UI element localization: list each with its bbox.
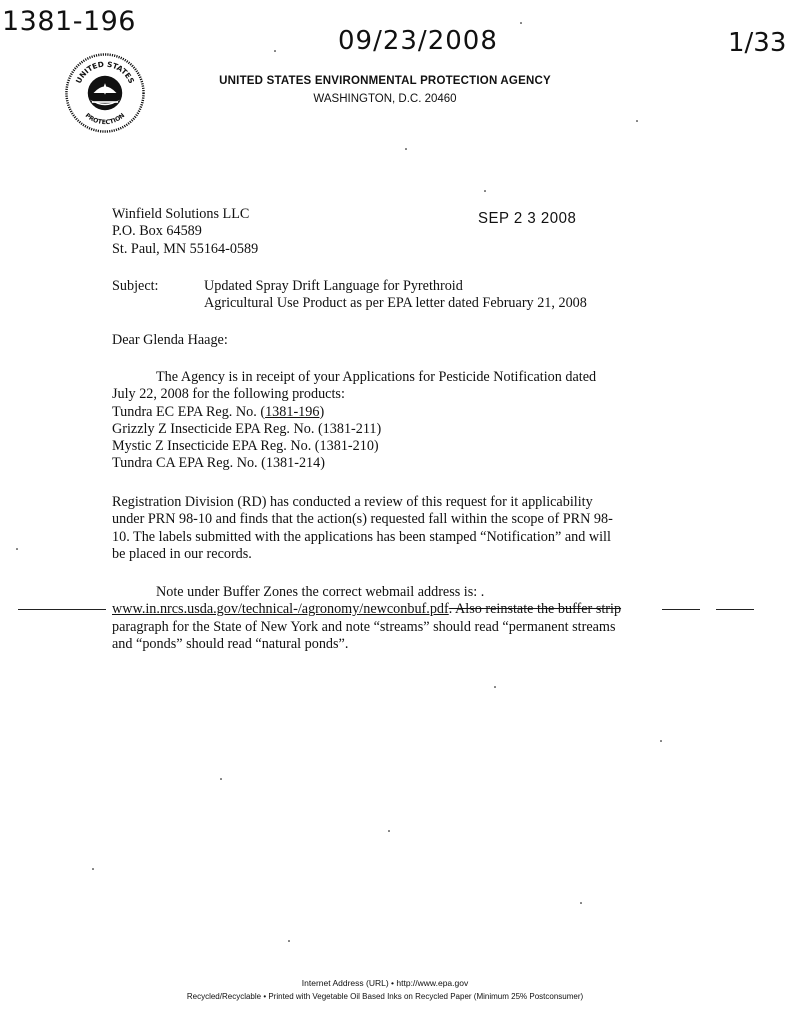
recipient-company: Winfield Solutions LLC — [112, 206, 250, 222]
product-item: Mystic Z Insecticide EPA Reg. No. (1381-210) — [112, 438, 379, 455]
subject-text — [204, 278, 587, 313]
handwritten-date: 09/23/2008 — [338, 26, 498, 56]
para1-line-1: The Agency is in receipt of your Applications for Pesticide Notification dated — [156, 369, 597, 385]
scan-speck — [636, 120, 638, 122]
scan-speck — [288, 940, 290, 942]
recipient-city: St. Paul, MN 55164-0589 — [112, 240, 259, 257]
recipient-po-box: P.O. Box 64589 — [112, 223, 202, 240]
seal-bottom-text: PROTECTION — [83, 112, 127, 127]
para1-line-2: July 22, 2008 for the following products: — [112, 386, 345, 403]
para2-line-1: Registration Division (RD) has conducted a review of this request for it applicability — [112, 494, 593, 510]
seal-top-text: UNITED STATES — [73, 59, 137, 85]
product-item: Tundra EC EPA Reg. No. (1381-196) — [112, 403, 325, 420]
para2-line-4: be placed in our records. — [112, 545, 252, 562]
para3-line-3: paragraph for the State of New York and note “streams” should read “permanent streams — [112, 618, 616, 635]
margin-line-left — [18, 609, 106, 610]
scan-speck — [274, 50, 276, 52]
margin-line-far-right — [716, 609, 754, 610]
svg-text:PROTECTION — [84, 112, 127, 126]
subject-line-1: Updated Spray Drift Language for Pyrethroid — [204, 278, 463, 294]
margin-line-right — [662, 609, 700, 610]
agency-city: WASHINGTON, D.C. 20460 — [313, 93, 457, 105]
date-stamp: SEP 2 3 2008 — [478, 209, 577, 228]
para3-line-4: and “ponds” should read “natural ponds”. — [112, 635, 349, 652]
scan-speck — [580, 902, 582, 904]
subject-line-2: Agricultural Use Product as per EPA letter dated February 21, 2008 — [204, 295, 587, 312]
scan-speck — [520, 22, 522, 24]
salutation: Dear Glenda Haage: — [112, 332, 228, 348]
para2-line-2: under PRN 98-10 and finds that the action(s) requested fall within the scope of PRN 98- — [112, 511, 613, 528]
paragraph-review — [112, 494, 613, 563]
scan-speck — [92, 868, 94, 870]
recipient-address — [112, 206, 258, 258]
subject-label: Subject: — [112, 278, 159, 294]
handwritten-page-mark: 1/33 — [728, 28, 786, 58]
scan-speck — [484, 190, 486, 192]
scan-speck — [660, 740, 662, 742]
para3-line-1: Note under Buffer Zones the correct webmail address is: . — [156, 584, 485, 600]
handwritten-file-number: 1381-196 — [2, 6, 136, 37]
footer-url-line: Internet Address (URL) • http://www.epa.gov — [301, 978, 469, 988]
struck-text: . Also reinstate the buffer strip — [448, 601, 622, 618]
webmail-url: www.in.nrcs.usda.gov/technical-/agronomy/newconbuf.pdf — [112, 601, 449, 618]
paragraph-receipt — [112, 369, 596, 473]
para2-line-3: 10. The labels submitted with the applications has been stamped “Notification” and will — [112, 528, 611, 545]
product-item: Grizzly Z Insecticide EPA Reg. No. (1381-211) — [112, 420, 382, 437]
agency-name: UNITED STATES ENVIRONMENTAL PROTECTION AGENCY — [219, 75, 551, 87]
paragraph-buffer-zones — [112, 584, 621, 653]
footer-recycled-line: Recycled/Recyclable • Printed with Vegetable Oil Based Inks on Recycled Paper (Minimum 25% Postconsumer) — [186, 992, 584, 1001]
product-item: Tundra CA EPA Reg. No. (1381-214) — [112, 455, 325, 472]
scan-speck — [16, 548, 18, 550]
scan-speck — [388, 830, 390, 832]
scan-speck — [220, 778, 222, 780]
scan-speck — [405, 148, 407, 150]
scan-speck — [494, 686, 496, 688]
